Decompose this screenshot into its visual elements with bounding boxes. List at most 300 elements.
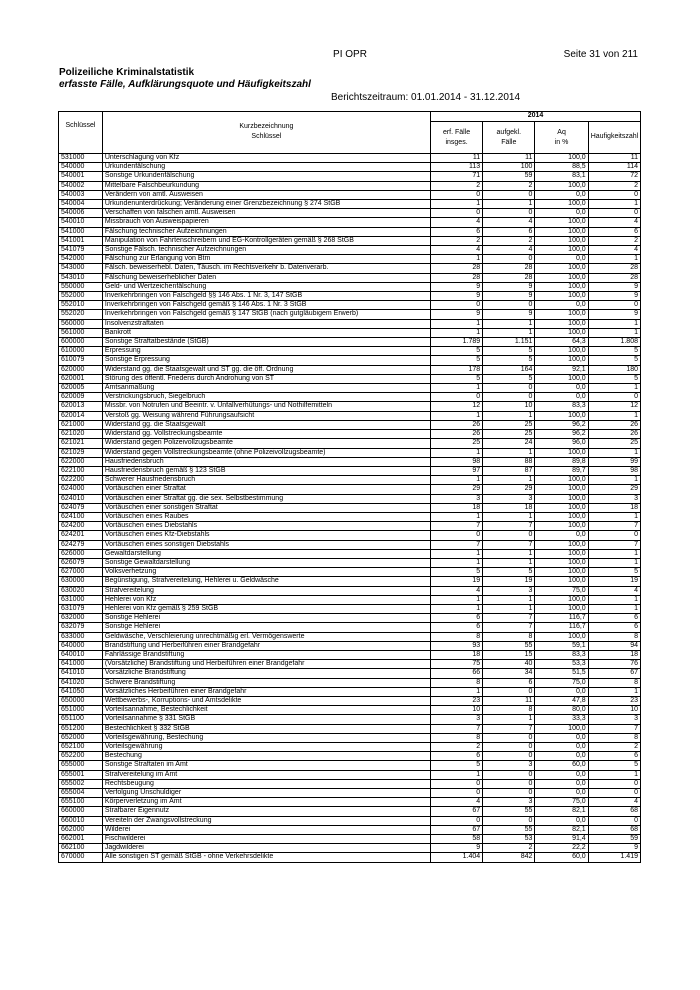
cell-description: Vorsätzliches Herbeiführen einer Brandgefahr [102,687,430,696]
cell-clearance-rate: 88,5 [535,163,588,172]
cell-clearance-rate: 100,0 [535,568,588,577]
cell-key: 541079 [59,246,103,255]
cell-description: Vortäuschen einer Straftat [102,485,430,494]
table-row [59,476,641,485]
cell-solved: 10 [483,402,535,411]
cell-clearance-rate: 64,3 [535,338,588,347]
table-row [59,632,641,641]
cell-frequency: 1 [588,770,640,779]
table-row [59,761,641,770]
cell-key: 620000 [59,365,103,374]
cell-cases: 1 [430,558,482,567]
cell-solved: 2 [483,844,535,853]
cell-description: Mittelbare Falschbeurkundung [102,181,430,190]
cell-clearance-rate: 89,8 [535,457,588,466]
cell-frequency: 6 [588,227,640,236]
cell-clearance-rate: 0,0 [535,393,588,402]
document-title: Polizeiliche Kriminalstatistik [59,67,195,78]
cell-solved: 0 [483,531,535,540]
table-row [59,393,641,402]
cell-description: Rechtsbeugung [102,779,430,788]
cell-description: Verändern von amtl. Ausweisen [102,190,430,199]
cell-solved: 11 [483,696,535,705]
table-row [59,485,641,494]
cell-clearance-rate: 0,0 [535,209,588,218]
cell-description: Körperverletzung im Amt [102,798,430,807]
cell-clearance-rate: 60,0 [535,761,588,770]
cell-cases: 0 [430,531,482,540]
cell-description: Verschaffen von falschen amtl. Ausweisen [102,209,430,218]
cell-frequency: 4 [588,586,640,595]
cell-clearance-rate: 100,0 [535,319,588,328]
cell-frequency: 9 [588,282,640,291]
cell-cases: 3 [430,715,482,724]
cell-description: Gewaltdarstellung [102,549,430,558]
cell-key: 670000 [59,853,103,862]
cell-cases: 97 [430,466,482,475]
cell-solved: 6 [483,678,535,687]
cell-solved: 842 [483,853,535,862]
cell-cases: 26 [430,430,482,439]
cell-frequency: 8 [588,733,640,742]
cell-solved: 55 [483,807,535,816]
cell-solved: 15 [483,650,535,659]
cell-key: 650000 [59,696,103,705]
cell-description: Sonstige Urkundenfälschung [102,172,430,181]
cell-solved: 87 [483,466,535,475]
cell-frequency: 180 [588,365,640,374]
table-body [59,154,641,863]
cell-clearance-rate: 100,0 [535,292,588,301]
table-row [59,733,641,742]
cell-clearance-rate: 83,1 [535,172,588,181]
cell-clearance-rate: 82,1 [535,807,588,816]
table-row [59,365,641,374]
cell-key: 540002 [59,181,103,190]
cell-key: 621000 [59,420,103,429]
cell-cases: 2 [430,236,482,245]
cell-cases: 4 [430,218,482,227]
cell-solved: 9 [483,310,535,319]
cell-clearance-rate: 0,0 [535,752,588,761]
cell-solved: 59 [483,172,535,181]
cell-solved: 0 [483,743,535,752]
table-row [59,494,641,503]
cell-frequency: 76 [588,660,640,669]
cell-key: 624010 [59,494,103,503]
cell-description: Strafvereitelung [102,586,430,595]
cell-frequency: 5 [588,347,640,356]
cell-clearance-rate: 100,0 [535,503,588,512]
cell-solved: 34 [483,669,535,678]
cell-clearance-rate: 33,3 [535,715,588,724]
cell-description: Alle sonstigen ST gemäß StGB - ohne Verkehrsdelikte [102,853,430,862]
cell-key: 620014 [59,411,103,420]
table-row [59,512,641,521]
cell-cases: 25 [430,439,482,448]
cell-clearance-rate: 100,0 [535,328,588,337]
cell-frequency: 1 [588,255,640,264]
cell-frequency: 28 [588,264,640,273]
cell-solved: 55 [483,641,535,650]
cell-solved: 0 [483,816,535,825]
cell-solved: 5 [483,374,535,383]
cell-key: 640000 [59,641,103,650]
cell-description: Vorteilsannahme, Bestechlichkeit [102,706,430,715]
cell-frequency: 1 [588,328,640,337]
cell-cases: 4 [430,246,482,255]
cell-clearance-rate: 96,2 [535,420,588,429]
cell-description: Fälschung zur Erlangung von Btm [102,255,430,264]
cell-clearance-rate: 92,1 [535,365,588,374]
table-row [59,770,641,779]
cell-solved: 0 [483,209,535,218]
cell-frequency: 4 [588,218,640,227]
cell-key: 622200 [59,476,103,485]
cell-description: Bestechlichkeit § 332 StGB [102,724,430,733]
cell-key: 626000 [59,549,103,558]
cell-key: 540010 [59,218,103,227]
cell-solved: 0 [483,752,535,761]
cell-frequency: 9 [588,310,640,319]
cell-solved: 3 [483,761,535,770]
cell-solved: 29 [483,485,535,494]
cell-description: Vortäuschen eines Raubes [102,512,430,521]
table-row [59,430,641,439]
cell-description: Hausfriedensbruch [102,457,430,466]
cell-cases: 9 [430,310,482,319]
cell-description: Fälsch. beweiserhebl. Daten, Täusch. im Rechtsverkehr b. Datenverarb. [102,264,430,273]
cell-description: Verfolgung Unschuldiger [102,789,430,798]
cell-key: 622100 [59,466,103,475]
table-row [59,641,641,650]
cell-description: Urkundenunterdrückung; Veränderung einer Grenzbezeichnung § 274 StGB [102,200,430,209]
cell-solved: 5 [483,347,535,356]
cell-description: Sonstige Gewaltdarstellung [102,558,430,567]
cell-frequency: 19 [588,577,640,586]
cell-frequency: 0 [588,531,640,540]
table-row [59,715,641,724]
cell-clearance-rate: 83,3 [535,650,588,659]
cell-key: 540003 [59,190,103,199]
cell-description: Vereiteln der Zwangsvollstreckung [102,816,430,825]
cell-description: Vortäuschen eines Kfz-Diebstahls [102,531,430,540]
cell-solved: 7 [483,724,535,733]
cell-clearance-rate: 100,0 [535,282,588,291]
page-number: Seite 31 von 211 [563,49,638,60]
cell-frequency: 1 [588,476,640,485]
cell-solved: 0 [483,770,535,779]
cell-description: Urkundenfälschung [102,163,430,172]
cell-key: 542000 [59,255,103,264]
cell-description: Brandstiftung und Herbeiführen einer Brandgefahr [102,641,430,650]
cell-key: 655002 [59,779,103,788]
cell-key: 660000 [59,807,103,816]
cell-solved: 25 [483,420,535,429]
header-key: Schlüssel [59,112,103,154]
table-row [59,798,641,807]
cell-clearance-rate: 100,0 [535,356,588,365]
cell-clearance-rate: 0,0 [535,816,588,825]
cell-cases: 1.789 [430,338,482,347]
cell-key: 624079 [59,503,103,512]
statistics-table [58,111,641,863]
table-row [59,218,641,227]
cell-clearance-rate: 100,0 [535,310,588,319]
cell-frequency: 5 [588,568,640,577]
cell-key: 624279 [59,540,103,549]
table-row [59,227,641,236]
cell-frequency: 0 [588,301,640,310]
cell-cases: 1 [430,604,482,613]
cell-frequency: 0 [588,393,640,402]
cell-frequency: 4 [588,798,640,807]
table-row [59,743,641,752]
cell-clearance-rate: 96,2 [535,430,588,439]
cell-frequency: 4 [588,246,640,255]
cell-solved: 55 [483,825,535,834]
cell-frequency: 1 [588,319,640,328]
table-row [59,236,641,245]
cell-description: Sonstige Erpressung [102,356,430,365]
cell-key: 620001 [59,374,103,383]
table-row [59,384,641,393]
cell-key: 641050 [59,687,103,696]
cell-frequency: 0 [588,190,640,199]
cell-solved: 0 [483,733,535,742]
cell-frequency: 5 [588,761,640,770]
cell-solved: 3 [483,798,535,807]
table-row [59,687,641,696]
cell-frequency: 1 [588,687,640,696]
cell-frequency: 10 [588,706,640,715]
cell-key: 531000 [59,154,103,163]
cell-frequency: 98 [588,466,640,475]
table-row [59,466,641,475]
cell-description: Sonstige Hehlerei [102,614,430,623]
cell-cases: 1 [430,770,482,779]
cell-frequency: 25 [588,439,640,448]
table-row [59,200,641,209]
cell-solved: 164 [483,365,535,374]
cell-key: 631079 [59,604,103,613]
table-row [59,540,641,549]
cell-frequency: 26 [588,430,640,439]
cell-clearance-rate: 100,0 [535,181,588,190]
cell-key: 621021 [59,439,103,448]
table-row [59,420,641,429]
cell-key: 652200 [59,752,103,761]
cell-key: 630000 [59,577,103,586]
cell-description: Erpressung [102,347,430,356]
cell-key: 624100 [59,512,103,521]
report-code: PI OPR [333,49,367,60]
cell-key: 632079 [59,623,103,632]
cell-frequency: 99 [588,457,640,466]
cell-key: 610079 [59,356,103,365]
cell-solved: 1 [483,200,535,209]
cell-cases: 93 [430,641,482,650]
cell-solved: 8 [483,706,535,715]
cell-cases: 12 [430,402,482,411]
cell-cases: 5 [430,568,482,577]
cell-clearance-rate: 100,0 [535,218,588,227]
cell-solved: 11 [483,154,535,163]
cell-key: 662100 [59,844,103,853]
cell-frequency: 1 [588,604,640,613]
cell-description: Missbr. von Notrufen und Beeintr. v. Unfallverhütungs- und Nothilfemitteln [102,402,430,411]
cell-cases: 1.404 [430,853,482,862]
cell-key: 651100 [59,715,103,724]
cell-frequency: 1.808 [588,338,640,347]
cell-solved: 0 [483,687,535,696]
cell-cases: 1 [430,411,482,420]
cell-key: 640010 [59,650,103,659]
table-row [59,374,641,383]
cell-clearance-rate: 100,0 [535,227,588,236]
cell-cases: 178 [430,365,482,374]
cell-frequency: 1 [588,549,640,558]
cell-frequency: 1 [588,411,640,420]
cell-solved: 8 [483,632,535,641]
cell-key: 560000 [59,319,103,328]
table-row [59,522,641,531]
cell-frequency: 9 [588,292,640,301]
cell-solved: 4 [483,246,535,255]
cell-frequency: 26 [588,420,640,429]
cell-description: Vorteilsgewährung, Bestechung [102,733,430,742]
cell-description: Schwerer Hausfriedensbruch [102,476,430,485]
cell-clearance-rate: 0,0 [535,789,588,798]
cell-solved: 1 [483,319,535,328]
cell-clearance-rate: 75,0 [535,586,588,595]
cell-description: Vortäuschen eines Diebstahls [102,522,430,531]
cell-cases: 0 [430,789,482,798]
table-row [59,273,641,282]
cell-key: 655100 [59,798,103,807]
cell-cases: 5 [430,374,482,383]
cell-clearance-rate: 96,0 [535,439,588,448]
cell-clearance-rate: 100,0 [535,485,588,494]
cell-cases: 0 [430,816,482,825]
cell-solved: 5 [483,356,535,365]
cell-cases: 8 [430,678,482,687]
cell-description: Geldwäsche, Verschleierung unrechtmäßig erl. Vermögenswerte [102,632,430,641]
cell-cases: 28 [430,264,482,273]
cell-cases: 67 [430,807,482,816]
cell-cases: 6 [430,623,482,632]
cell-frequency: 5 [588,374,640,383]
cell-clearance-rate: 100,0 [535,347,588,356]
cell-description: Widerstand gegen Polizeivollzugsbeamte [102,439,430,448]
cell-description: Fahrlässige Brandstiftung [102,650,430,659]
cell-clearance-rate: 0,0 [535,384,588,393]
cell-cases: 8 [430,632,482,641]
cell-frequency: 0 [588,209,640,218]
cell-key: 540004 [59,200,103,209]
cell-frequency: 68 [588,825,640,834]
cell-solved: 100 [483,163,535,172]
cell-key: 622000 [59,457,103,466]
table-row [59,660,641,669]
cell-cases: 67 [430,825,482,834]
cell-clearance-rate: 0,0 [535,743,588,752]
header-description: Kurzbezeichnung Schlüssel [102,112,430,154]
cell-cases: 0 [430,190,482,199]
table-row [59,172,641,181]
cell-key: 624200 [59,522,103,531]
cell-solved: 9 [483,282,535,291]
cell-clearance-rate: 100,0 [535,595,588,604]
cell-description: Inverkehrbringen von Falschgeld gemäß § 147 StGB (nach gutgläubigem Erwerb) [102,310,430,319]
cell-clearance-rate: 59,1 [535,641,588,650]
cell-solved: 6 [483,227,535,236]
cell-solved: 24 [483,439,535,448]
cell-key: 662001 [59,835,103,844]
cell-frequency: 6 [588,614,640,623]
cell-frequency: 9 [588,844,640,853]
cell-clearance-rate: 100,0 [535,540,588,549]
table-row [59,604,641,613]
cell-clearance-rate: 100,0 [535,411,588,420]
cell-frequency: 11 [588,154,640,163]
cell-clearance-rate: 0,0 [535,301,588,310]
table-row [59,411,641,420]
cell-cases: 6 [430,752,482,761]
cell-solved: 1 [483,549,535,558]
cell-cases: 0 [430,393,482,402]
table-row [59,264,641,273]
cell-cases: 5 [430,347,482,356]
cell-cases: 9 [430,292,482,301]
cell-solved: 2 [483,181,535,190]
cell-clearance-rate: 116,7 [535,614,588,623]
cell-key: 655001 [59,770,103,779]
cell-cases: 1 [430,549,482,558]
cell-clearance-rate: 0,0 [535,779,588,788]
cell-clearance-rate: 83,3 [535,402,588,411]
cell-description: Jagdwilderei [102,844,430,853]
cell-key: 561000 [59,328,103,337]
cell-clearance-rate: 100,0 [535,724,588,733]
cell-key: 624201 [59,531,103,540]
cell-description: Sonstige Straftaten im Amt [102,761,430,770]
table-row [59,255,641,264]
cell-cases: 1 [430,595,482,604]
table-row [59,678,641,687]
cell-cases: 10 [430,706,482,715]
cell-key: 651000 [59,706,103,715]
cell-key: 540001 [59,172,103,181]
cell-clearance-rate: 91,4 [535,835,588,844]
cell-description: Fischwilderei [102,835,430,844]
table-row [59,319,641,328]
table-row [59,669,641,678]
cell-description: Widerstand gg. die Staatsgewalt und ST gg. die öff. Ordnung [102,365,430,374]
table-row [59,448,641,457]
table-row [59,292,641,301]
cell-description: Wettbewerbs-, Korruptions- und Amtsdelikte [102,696,430,705]
cell-cases: 0 [430,301,482,310]
cell-description: Geld- und Wertzeichenfälschung [102,282,430,291]
table-row [59,301,641,310]
cell-frequency: 7 [588,540,640,549]
cell-clearance-rate: 100,0 [535,374,588,383]
cell-clearance-rate: 47,8 [535,696,588,705]
cell-key: 621020 [59,430,103,439]
cell-key: 552020 [59,310,103,319]
cell-cases: 1 [430,328,482,337]
